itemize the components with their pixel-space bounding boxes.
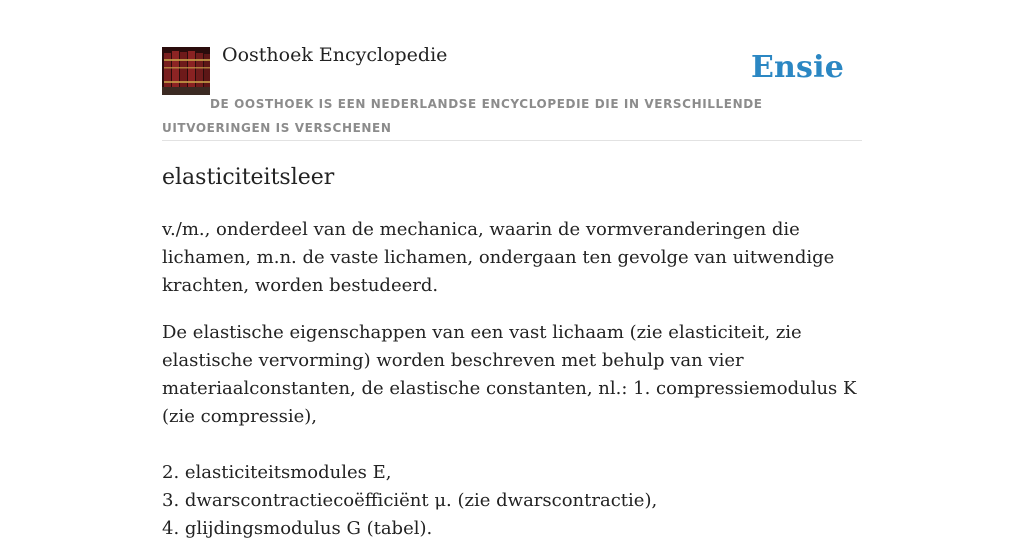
site-tagline: DE OOSTHOEK IS EEN NEDERLANDSE ENCYCLOPEDIE DIE IN VERSCHILLENDE UITVOERINGEN IS VERSCHENEN: [162, 97, 763, 135]
definition-paragraph: v./m., onderdeel van de mechanica, waarin de vormveranderingen die lichamen, m.n. de vaste lichamen, ondergaan ten gevolge van uitwendige krachten, worden bestudeerd.: [162, 219, 835, 296]
site-header: [162, 0, 862, 141]
entry-content: [162, 160, 862, 543]
list-item: 4. glijdingsmodulus G (tabel).: [162, 518, 433, 539]
page-title: elasticiteitsleer: [162, 165, 335, 190]
ensie-logo[interactable]: Ensie: [750, 50, 844, 85]
constants-list: [162, 459, 862, 543]
description-paragraph: De elastische eigenschappen van een vast lichaam (zie elasticiteit, zie elastische vervorming) worden beschreven met behulp van vier materiaalconstanten, de elastische constanten, nl.: 1. compressiemodulus K (zie compressie),: [162, 322, 857, 427]
list-item: 2. elasticiteitsmodules E,: [162, 462, 392, 483]
list-item: 3. dwarscontractiecoëfficiënt μ. (zie dwarscontractie),: [162, 490, 658, 511]
site-title[interactable]: Oosthoek Encyclopedie: [222, 44, 448, 66]
encyclopedia-books-icon[interactable]: [162, 47, 210, 95]
